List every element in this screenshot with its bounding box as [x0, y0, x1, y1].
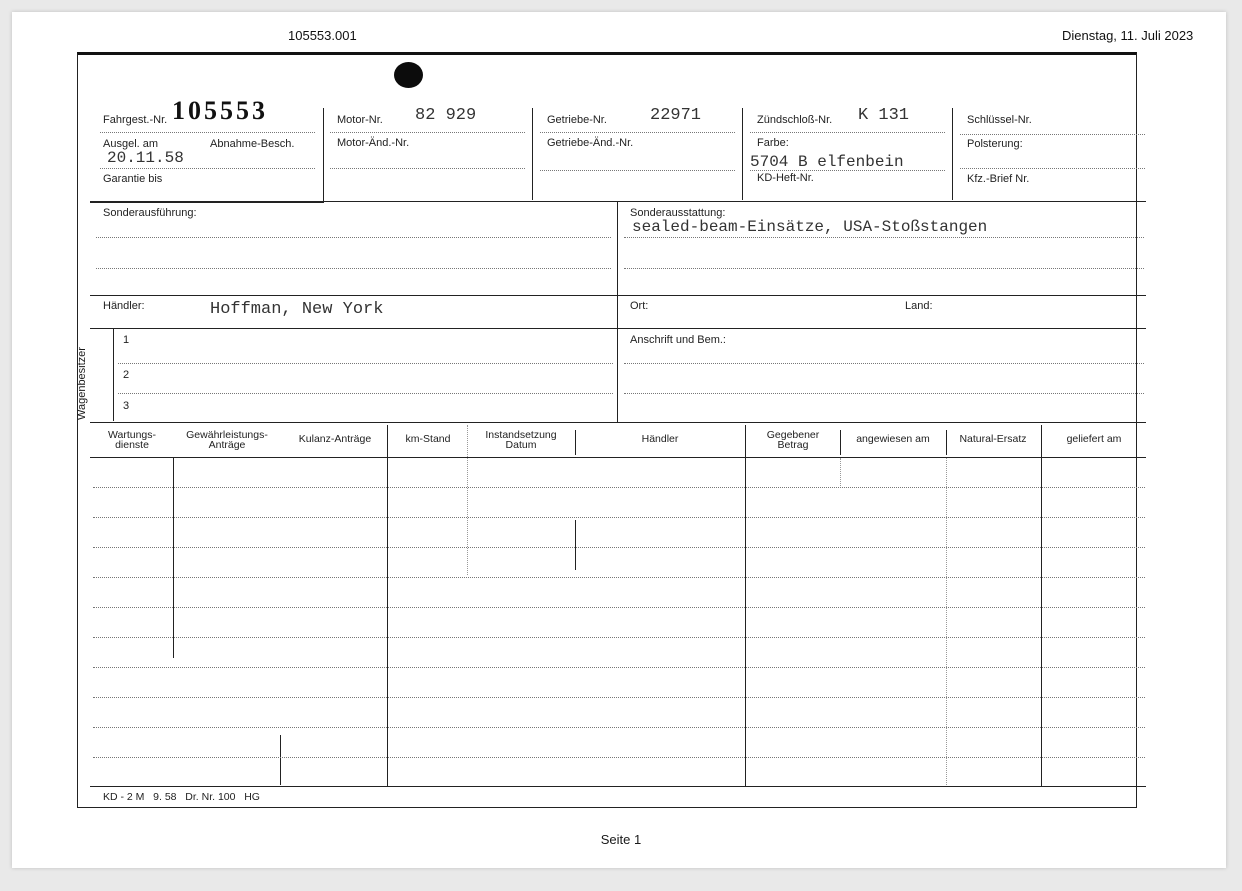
col-haendler: Händler [641, 433, 679, 445]
motor-value: 82 929 [415, 106, 477, 125]
fahrgest-label: Fahrgest.-Nr. [103, 114, 168, 126]
polsterung-label: Polsterung: [967, 138, 1023, 150]
motor-label: Motor-Nr. [337, 114, 383, 126]
motor-aend-label: Motor-Änd.-Nr. [337, 137, 410, 149]
owner-row-2: 2 [123, 369, 130, 381]
schluessel-label: Schlüssel-Nr. [967, 114, 1032, 126]
farbe-label: Farbe: [757, 137, 789, 149]
col-kulanz: Kulanz-Anträge [298, 433, 372, 445]
print-date: Dienstag, 11. Juli 2023 [1062, 28, 1194, 43]
haendler-label: Händler: [103, 300, 145, 312]
col-natural-ersatz: Natural-Ersatz [959, 433, 1027, 445]
zuendschloss-value: K 131 [858, 106, 910, 125]
page-number: Seite 1 [600, 832, 642, 847]
owner-row-3: 3 [123, 400, 130, 412]
col-gegebener-betrag: Gegebener Betrag [766, 429, 820, 451]
kdheft-label: KD-Heft-Nr. [757, 172, 814, 184]
farbe-value: 5704 B elfenbein [750, 153, 904, 171]
ort-label: Ort: [630, 300, 649, 312]
sonderausf-label: Sonderausführung: [103, 207, 197, 219]
col-gewaehrleistung: Gewährleistungs- Anträge [186, 429, 268, 451]
document-id: 105553.001 [288, 28, 357, 43]
col-km-stand: km-Stand [405, 433, 451, 445]
sonderausst-value: sealed-beam-Einsätze, USA-Stoßstangen [632, 218, 988, 236]
col-angewiesen-am: angewiesen am [856, 433, 930, 445]
land-label: Land: [905, 300, 933, 312]
ausgel-label: Ausgel. am [103, 138, 159, 150]
kfzbrief-label: Kfz.-Brief Nr. [967, 173, 1030, 185]
punch-hole [394, 62, 423, 88]
print-code: KD - 2 M 9. 58 Dr. Nr. 100 HG [103, 791, 260, 803]
wagenbesitzer-label: Wagenbesitzer [76, 347, 88, 420]
owner-row-1: 1 [123, 334, 130, 346]
sonderausst-label: Sonderausstattung: [630, 207, 726, 219]
col-instandsetzung: Instandsetzung Datum [485, 429, 557, 451]
getriebe-value: 22971 [650, 106, 702, 125]
col-geliefert-am: geliefert am [1066, 433, 1122, 445]
garantie-label: Garantie bis [103, 173, 163, 185]
abnahme-label: Abnahme-Besch. [210, 138, 295, 150]
getriebe-aend-label: Getriebe-Änd.-Nr. [547, 137, 634, 149]
anschrift-label: Anschrift und Bem.: [630, 334, 726, 346]
zuendschloss-label: Zündschloß-Nr. [757, 114, 833, 126]
getriebe-label: Getriebe-Nr. [547, 114, 607, 126]
ausgel-value: 20.11.58 [107, 149, 184, 167]
haendler-value: Hoffman, New York [210, 300, 384, 319]
col-wartungsdienste: Wartungs- dienste [107, 429, 157, 451]
fahrgest-value: 105553 [172, 96, 268, 125]
